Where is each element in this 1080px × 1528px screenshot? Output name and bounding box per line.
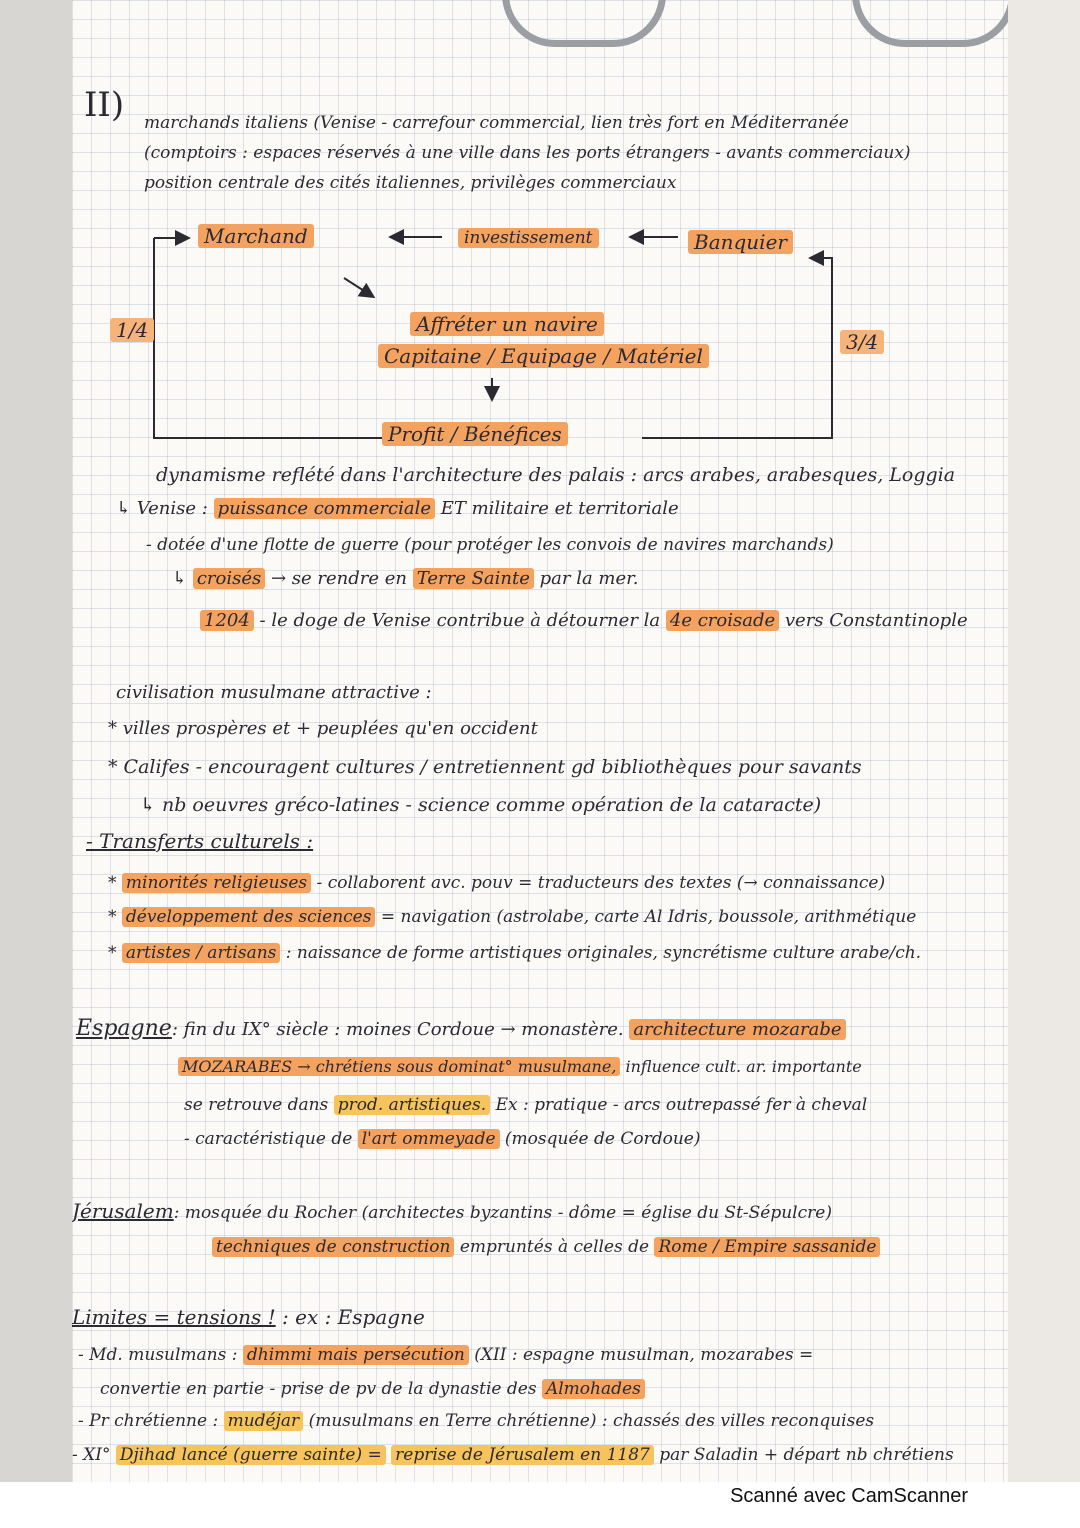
espagne-line-3: se retrouve dans prod. artistiques. Ex : pratique - arcs outrepassé fer à cheval <box>184 1095 868 1115</box>
espagne-line-4: - caractéristique de l'art ommeyade (mosquée de Cordoue) <box>184 1129 701 1149</box>
venise-line-1: dynamisme reflété dans l'architecture des palais : arcs arabes, arabesques, Loggia <box>156 464 956 486</box>
venise-line-5: 1204 - le doge de Venise contribue à détourner la 4e croisade vers Constantinople <box>200 610 968 632</box>
limites-line-3: convertie en partie - prise de pv de la dynastie des Almohades <box>100 1378 645 1400</box>
civ-line-6: * minorités religieuses - collaborent avc. pouv = traducteurs des textes (→ connaissance) <box>108 873 886 893</box>
comptoirs-line: (comptoirs : espaces réservés à une ville dans les ports étrangers - avants commerciaux) <box>144 143 911 163</box>
venise-line-2: ↳ Venise : puissance commerciale ET militaire et territoriale <box>116 498 679 519</box>
quarter-label: 1/4 <box>110 318 154 342</box>
espagne-label: Espagne <box>76 1016 172 1041</box>
jerusalem-line-2: techniques de construction empruntés à celles de Rome / Empire sassanide <box>212 1236 880 1258</box>
three-quarter-label: 3/4 <box>840 330 884 354</box>
jerusalem-line-1: Jérusalem: mosquée du Rocher (architectes byzantins - dôme = église du St-Sépulcre) <box>72 1199 832 1223</box>
limites-line-5: - XI° Djihad lancé (guerre sainte) = reprise de Jérusalem en 1187 par Saladin + départ nb chrétiens <box>72 1445 954 1465</box>
section-number: II) <box>84 85 125 125</box>
civ-line-4: ↳ nb oeuvres gréco-latines - science comme opération de la cataracte) <box>140 794 822 816</box>
investissement-box: investissement <box>458 228 599 248</box>
civ-line-1: civilisation musulmane attractive : <box>116 682 432 703</box>
limites-line-4: - Pr chrétienne : mudéjar (musulmans en Terre chrétienne) : chassés des villes reconquises <box>78 1411 875 1431</box>
notebook-page <box>72 0 1008 1482</box>
position-line: position centrale des cités italiennes, privilèges commerciaux <box>144 173 677 193</box>
espagne-line-1: Espagne: fin du IX° siècle : moines Cordoue → monastère. architecture mozarabe <box>76 1018 846 1041</box>
banquier-box: Banquier <box>688 230 793 254</box>
civ-line-3: * Califes - encouragent cultures / entretiennent gd bibliothèques pour savants <box>108 756 862 778</box>
transferts-heading: - Transferts culturels : <box>86 829 314 853</box>
civ-line-7: * développement des sciences = navigation (astrolabe, carte Al Idris, boussole, arithmétique <box>108 907 917 927</box>
venise-line-4: ↳ croisés → se rendre en Terre Sainte par la mer. <box>172 568 639 589</box>
limites-line-1: Limites = tensions ! : ex : Espagne <box>72 1305 425 1329</box>
espagne-line-2: MOZARABES → chrétiens sous dominat° musulmane, influence cult. ar. importante <box>178 1056 862 1078</box>
limites-line-2: - Md. musulmans : dhimmi mais persécution (XII : espagne musulman, mozarabes = <box>78 1345 814 1365</box>
right-background <box>1008 0 1080 1482</box>
capitaine-box: Capitaine / Equipage / Matériel <box>378 344 709 368</box>
marchand-box: Marchand <box>198 224 314 248</box>
civ-line-8: * artistes / artisans : naissance de forme artistiques originales, syncrétisme culture arabe/ch. <box>108 943 922 963</box>
civ-line-2: * villes prospères et + peuplées qu'en occident <box>108 718 538 739</box>
venise-line-3: - dotée d'une flotte de guerre (pour protéger les convois de navires marchands) <box>146 535 834 555</box>
profit-box: Profit / Bénéfices <box>382 422 568 446</box>
jerusalem-label: Jérusalem <box>72 1199 174 1223</box>
affreter-box: Affréter un navire <box>410 312 604 336</box>
heading-line: marchands italiens (Venise - carrefour commercial, lien très fort en Méditerranée <box>144 113 849 133</box>
left-background <box>0 0 72 1482</box>
scanner-watermark: Scanné avec CamScanner <box>730 1485 968 1507</box>
